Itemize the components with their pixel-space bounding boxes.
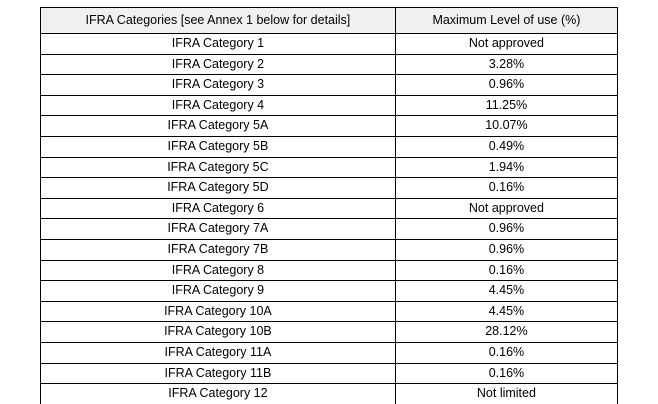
cell-maximum: 0.96% bbox=[395, 75, 617, 96]
cell-category: IFRA Category 5A bbox=[41, 116, 396, 137]
cell-category: IFRA Category 7B bbox=[41, 239, 396, 260]
table-row bbox=[41, 301, 618, 322]
cell-maximum: 0.96% bbox=[395, 219, 617, 240]
cell-maximum: 10.07% bbox=[395, 116, 617, 137]
ifra-levels-table bbox=[40, 7, 618, 404]
cell-category: IFRA Category 8 bbox=[41, 260, 396, 281]
cell-category: IFRA Category 7A bbox=[41, 219, 396, 240]
cell-category: IFRA Category 4 bbox=[41, 95, 396, 116]
cell-maximum: 0.49% bbox=[395, 136, 617, 157]
table-row bbox=[41, 219, 618, 240]
table-row bbox=[41, 75, 618, 96]
table-row bbox=[41, 363, 618, 384]
cell-maximum: 0.16% bbox=[395, 260, 617, 281]
table-row bbox=[41, 198, 618, 219]
table-row bbox=[41, 384, 618, 404]
cell-category: IFRA Category 5C bbox=[41, 157, 396, 178]
table-header bbox=[41, 8, 618, 34]
cell-category: IFRA Category 2 bbox=[41, 54, 396, 75]
cell-maximum: Not approved bbox=[395, 34, 617, 55]
cell-category: IFRA Category 1 bbox=[41, 34, 396, 55]
table-header-row bbox=[41, 8, 618, 34]
table-row bbox=[41, 34, 618, 55]
cell-category: IFRA Category 11B bbox=[41, 363, 396, 384]
table-row bbox=[41, 157, 618, 178]
cell-maximum: Not limited bbox=[395, 384, 617, 404]
table-row bbox=[41, 342, 618, 363]
table-row bbox=[41, 322, 618, 343]
cell-maximum: 11.25% bbox=[395, 95, 617, 116]
cell-maximum: 28.12% bbox=[395, 322, 617, 343]
table-row bbox=[41, 116, 618, 137]
table-row bbox=[41, 54, 618, 75]
table-row bbox=[41, 178, 618, 199]
column-header-maximum: Maximum Level of use (%) bbox=[395, 8, 617, 34]
cell-maximum: 4.45% bbox=[395, 281, 617, 302]
cell-maximum: Not approved bbox=[395, 198, 617, 219]
table-row bbox=[41, 260, 618, 281]
cell-category: IFRA Category 11A bbox=[41, 342, 396, 363]
cell-maximum: 0.96% bbox=[395, 239, 617, 260]
table-row bbox=[41, 95, 618, 116]
column-header-category: IFRA Categories [see Annex 1 below for details] bbox=[41, 8, 396, 34]
cell-category: IFRA Category 3 bbox=[41, 75, 396, 96]
cell-category: IFRA Category 10A bbox=[41, 301, 396, 322]
table-body bbox=[41, 34, 618, 404]
cell-maximum: 0.16% bbox=[395, 178, 617, 199]
cell-maximum: 1.94% bbox=[395, 157, 617, 178]
cell-category: IFRA Category 6 bbox=[41, 198, 396, 219]
table-row bbox=[41, 136, 618, 157]
cell-category: IFRA Category 10B bbox=[41, 322, 396, 343]
table-row bbox=[41, 281, 618, 302]
table-row bbox=[41, 239, 618, 260]
cell-category: IFRA Category 5D bbox=[41, 178, 396, 199]
cell-maximum: 0.16% bbox=[395, 363, 617, 384]
cell-maximum: 0.16% bbox=[395, 342, 617, 363]
cell-category: IFRA Category 12 bbox=[41, 384, 396, 404]
cell-category: IFRA Category 5B bbox=[41, 136, 396, 157]
cell-maximum: 3.28% bbox=[395, 54, 617, 75]
cell-category: IFRA Category 9 bbox=[41, 281, 396, 302]
cell-maximum: 4.45% bbox=[395, 301, 617, 322]
